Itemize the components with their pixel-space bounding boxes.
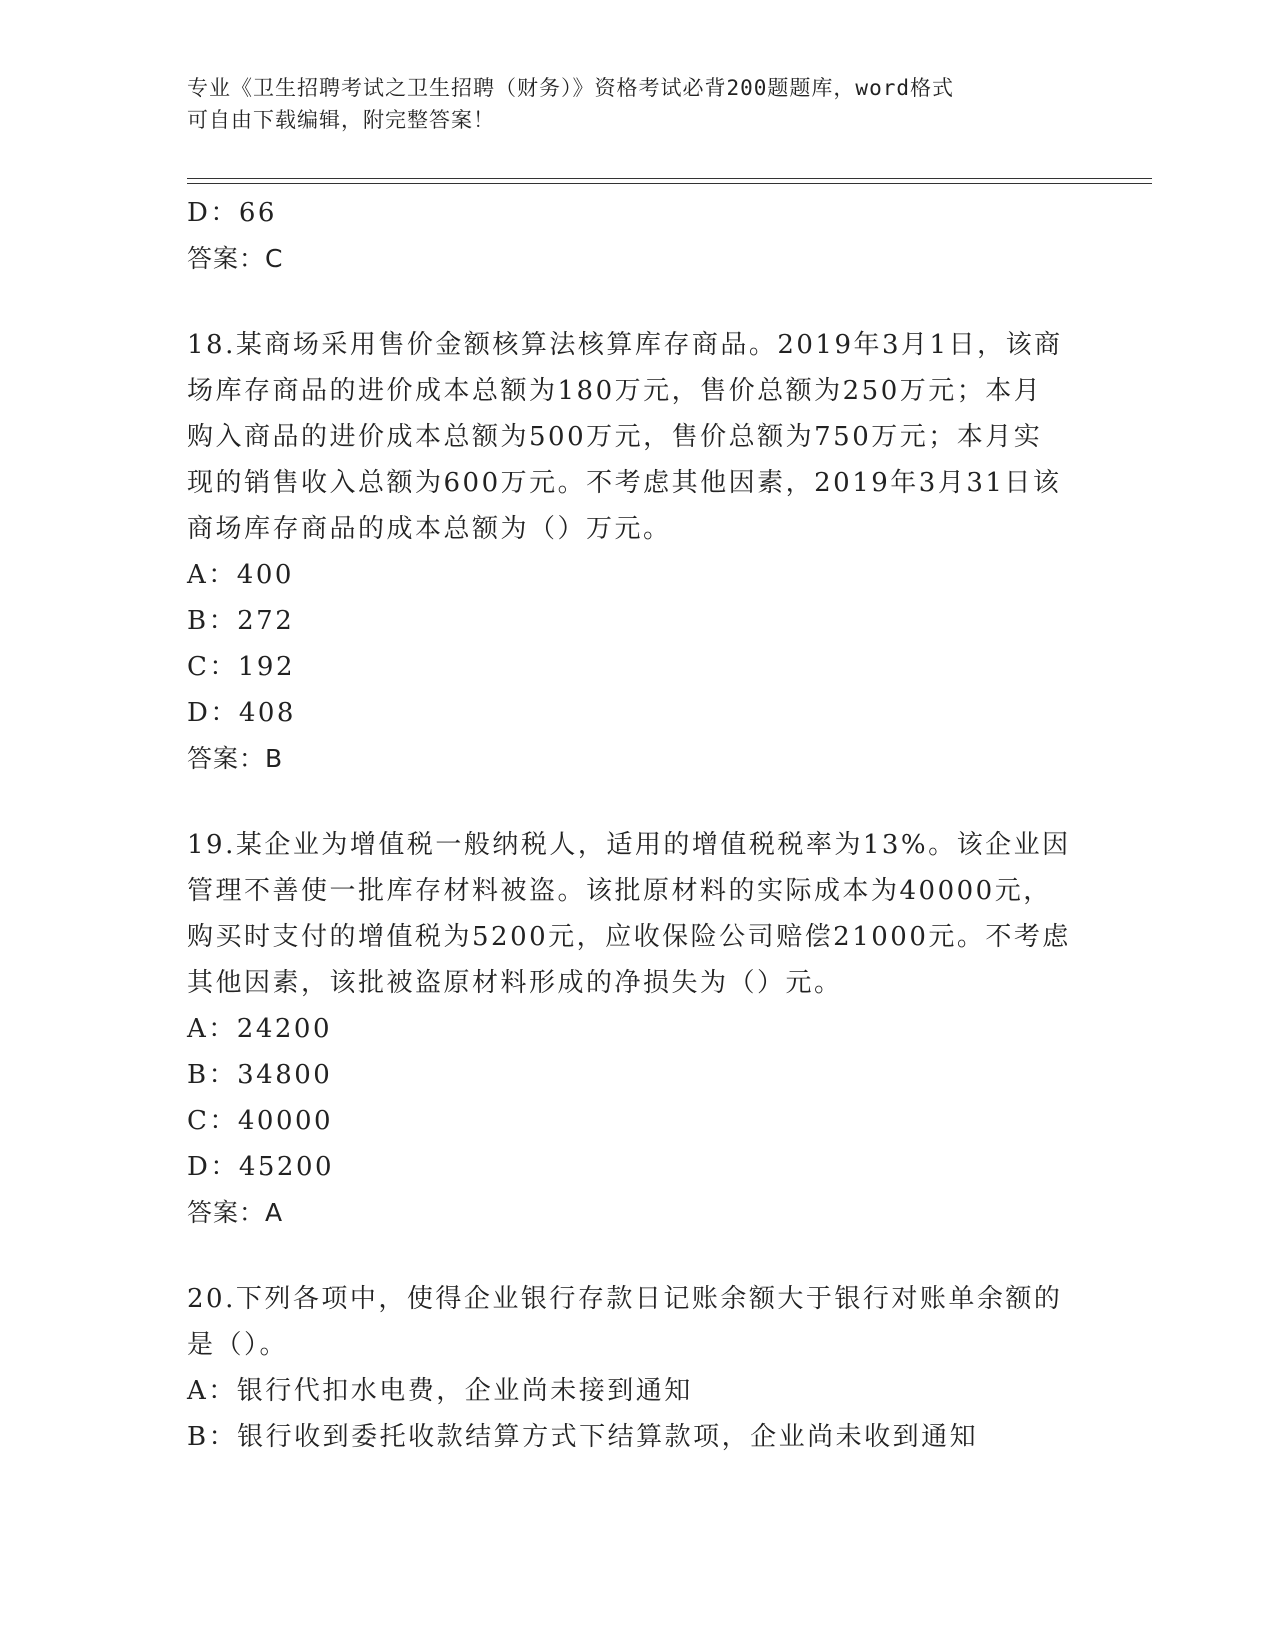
question-20-option-a: A：银行代扣水电费，企业尚未接到通知	[187, 1376, 693, 1406]
header-title-line-1: 专业《卫生招聘考试之卫生招聘（财务）》资格考试必背200题题库，word格式	[187, 76, 954, 100]
spacer	[187, 1236, 1087, 1276]
question-19-line-4: 其他因素，该批被盗原材料形成的净损失为（）元。	[187, 968, 843, 998]
question-20-line-2: 是（）。	[187, 1330, 289, 1360]
question-19-option-c: C：40000	[187, 1106, 334, 1136]
question-18-option-b: B：272	[187, 606, 295, 636]
question-18-option-a: A：400	[187, 560, 294, 590]
answer-prev: 答案：C	[187, 244, 284, 273]
question-19-option-a: A：24200	[187, 1014, 332, 1044]
question-19-answer: 答案：A	[187, 1198, 284, 1227]
header-title-line-2: 可自由下载编辑，附完整答案！	[187, 108, 495, 132]
document-body	[187, 190, 1087, 1460]
question-18-line-3: 购入商品的进价成本总额为500万元，售价总额为750万元；本月实	[187, 422, 1043, 452]
header-divider-bottom	[187, 183, 1152, 184]
document-header	[187, 72, 1087, 136]
question-19-option-d: D：45200	[187, 1152, 335, 1182]
header-divider-top	[187, 178, 1152, 179]
question-18-line-1: 18.某商场采用售价金额核算法核算库存商品。2019年3月1日，该商	[187, 330, 1063, 360]
question-18-answer: 答案：B	[187, 744, 284, 773]
question-18-line-4: 现的销售收入总额为600万元。不考虑其他因素，2019年3月31日该	[187, 468, 1062, 498]
question-18-line-2: 场库存商品的进价成本总额为180万元，售价总额为250万元；本月	[187, 376, 1043, 406]
question-19-line-2: 管理不善使一批库存材料被盗。该批原材料的实际成本为40000元，	[187, 876, 1052, 906]
question-20-line-1: 20.下列各项中，使得企业银行存款日记账余额大于银行对账单余额的	[187, 1284, 1063, 1314]
question-18-option-c: C：192	[187, 652, 296, 682]
question-19-line-1: 19.某企业为增值税一般纳税人，适用的增值税税率为13%。该企业因	[187, 830, 1071, 860]
question-19-line-3: 购买时支付的增值税为5200元，应收保险公司赔偿21000元。不考虑	[187, 922, 1071, 952]
question-18-option-d: D：408	[187, 698, 296, 728]
spacer	[187, 782, 1087, 822]
question-19	[187, 822, 1087, 1236]
question-19-option-b: B：34800	[187, 1060, 333, 1090]
spacer	[187, 282, 1087, 322]
question-18-line-5: 商场库存商品的成本总额为（）万元。	[187, 514, 672, 544]
question-18	[187, 322, 1087, 782]
question-20-option-b: B：银行收到委托收款结算方式下结算款项，企业尚未收到通知	[187, 1422, 979, 1452]
question-20	[187, 1276, 1087, 1460]
option-d-prev: D：66	[187, 198, 277, 228]
